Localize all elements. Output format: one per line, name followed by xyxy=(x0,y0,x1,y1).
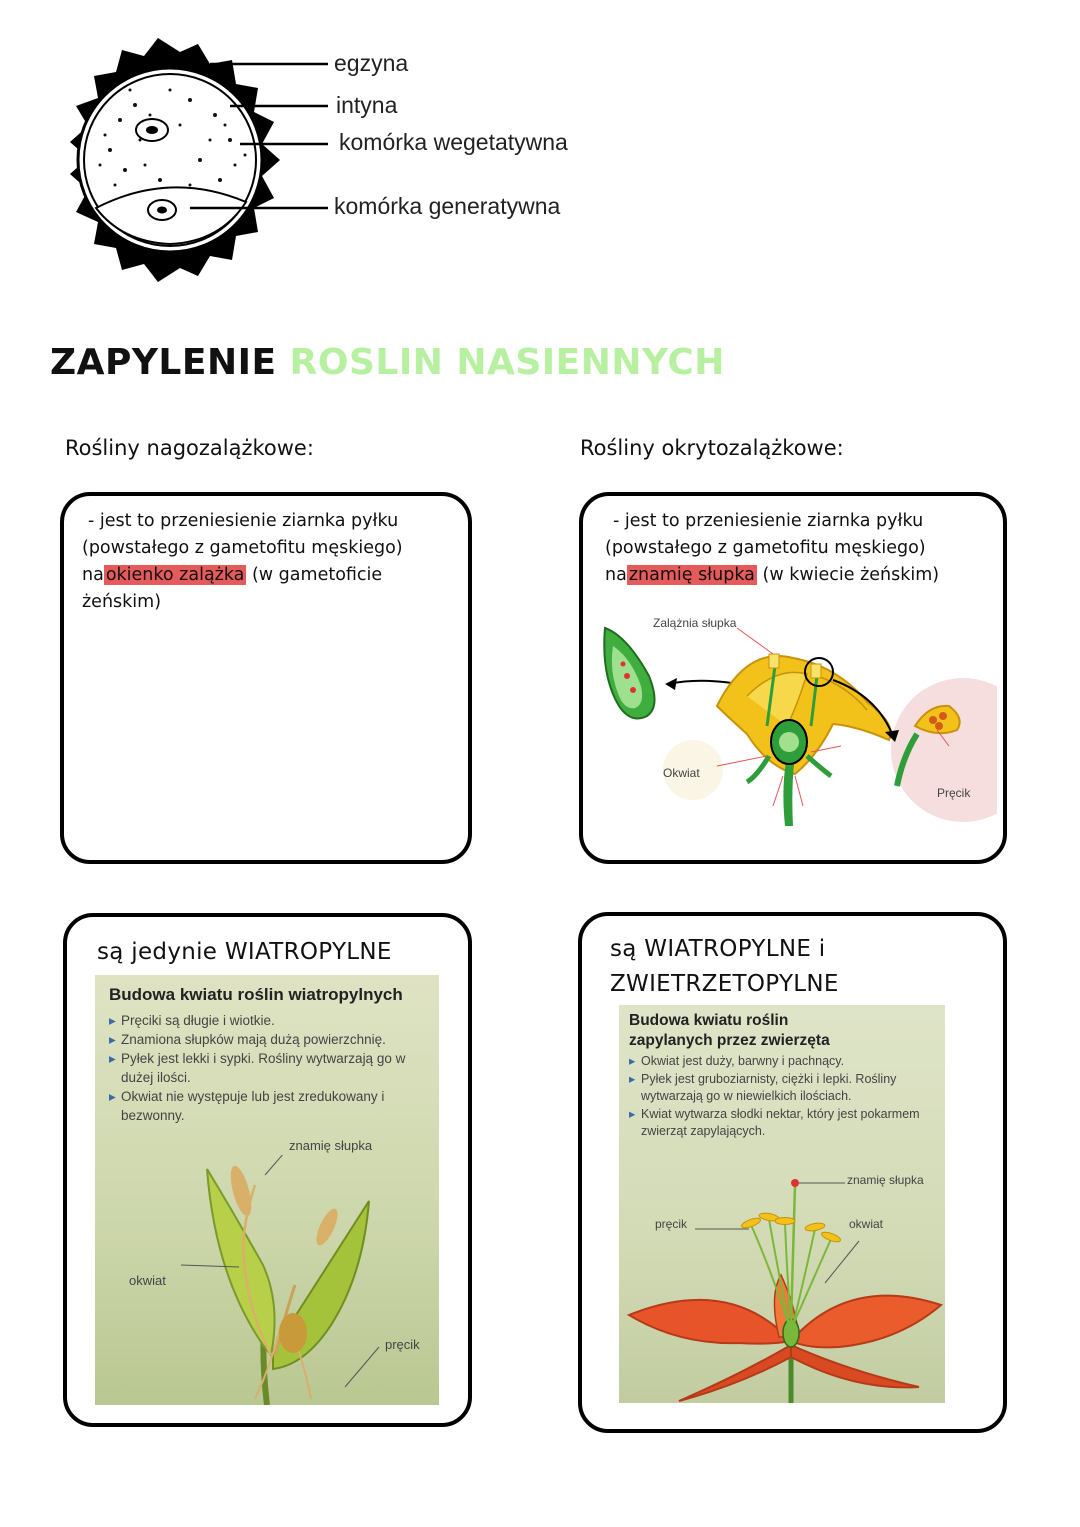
wind-panel-heading: Budowa kwiatu roślin wiatropylnych xyxy=(109,985,403,1004)
heading-gymnosperms: Rośliny nagozalążkowe: xyxy=(65,436,314,460)
def-text: (w gametoficie xyxy=(251,565,383,585)
gymnosperm-definition xyxy=(82,508,462,616)
highlight-micropyle: okienko zalążka xyxy=(105,565,245,585)
wind-flower-panel xyxy=(95,975,439,1405)
label-intine: intyna xyxy=(336,92,398,118)
def-line: (powstałego z gametofitu męskiego) xyxy=(605,538,926,558)
animal-label-stigma: znamię słupka xyxy=(847,1173,924,1187)
def-line: - jest to przeniesienie ziarnka pyłku xyxy=(613,511,924,531)
heading-angiosperms: Rośliny okrytozalążkowe: xyxy=(580,436,844,460)
wind-label-perianth: okwiat xyxy=(129,1273,166,1288)
label-vegetative-cell: komórka wegetatywna xyxy=(339,129,568,155)
animal-panel-list xyxy=(629,1053,935,1141)
wind-pollination-card xyxy=(63,913,472,1427)
def-line xyxy=(82,562,462,589)
def-text: (w kwiecie żeńskim) xyxy=(762,565,940,585)
type-line-1: są WIATROPYLNE i xyxy=(610,936,826,962)
title-part-2: ROSLIN NASIENNYCH xyxy=(289,342,725,383)
gymnosperm-definition-card xyxy=(60,492,472,864)
list-item: ▸ Okwiat jest duży, barwny i pachnący. xyxy=(629,1053,935,1071)
flower-pollination-diagram xyxy=(597,606,997,836)
list-item: ▸ Pyłek jest gruboziarnisty, ciężki i lepki. Rośliny wytwarzają go w niewielkich ilościach. xyxy=(629,1071,935,1106)
def-line xyxy=(605,562,1005,589)
wind-panel-list xyxy=(109,1011,427,1125)
wind-only-text: są jedynie WIATROPYLNE xyxy=(97,939,392,965)
def-line: żeńskim) xyxy=(82,592,162,612)
animal-flower-illustration xyxy=(619,1165,945,1403)
label-generative-cell: komórka generatywna xyxy=(334,193,561,219)
list-item: ▸ Znamiona słupków mają dużą powierzchnię. xyxy=(109,1030,427,1049)
animal-label-perianth: okwiat xyxy=(849,1217,884,1231)
label-ovary: Zalążnia słupka xyxy=(653,616,737,630)
angiosperm-definition-card xyxy=(579,492,1007,864)
label-exine: egzyna xyxy=(334,50,409,76)
animal-label-stamen: pręcik xyxy=(655,1217,688,1231)
label-stamen: Pręcik xyxy=(937,786,971,800)
list-item: ▸ Pyłek jest lekki i sypki. Rośliny wytwarzają go w dużej ilości. xyxy=(109,1049,427,1087)
label-perianth: Okwiat xyxy=(663,766,700,780)
title-part-1: ZAPYLENIE xyxy=(50,342,277,383)
def-line: - jest to przeniesienie ziarnka pyłku xyxy=(88,511,399,531)
list-item: ▸ Kwiat wytwarza słodki nektar, który jest pokarmem zwierząt zapylających. xyxy=(629,1106,935,1141)
animal-flower-panel xyxy=(619,1005,945,1403)
wind-label-stigma: znamię słupka xyxy=(289,1138,373,1153)
wind-label-stamen: pręcik xyxy=(385,1337,420,1352)
pollen-grain-illustration xyxy=(40,30,330,290)
def-text: na xyxy=(605,565,627,585)
highlight-stigma: znamię słupka xyxy=(628,565,755,585)
wind-animal-text xyxy=(610,932,839,1002)
list-item: ▸ Pręciki są długie i wiotkie. xyxy=(109,1011,427,1030)
def-text: na xyxy=(82,565,104,585)
def-line: (powstałego z gametofitu męskiego) xyxy=(82,538,403,558)
angiosperm-definition xyxy=(605,508,1005,589)
animal-pollination-card xyxy=(578,912,1007,1433)
section-title xyxy=(50,342,725,383)
type-line-2: ZWIETRZETOPYLNE xyxy=(610,971,839,997)
list-item: ▸ Okwiat nie występuje lub jest zredukowany i bezwonny. xyxy=(109,1087,427,1125)
animal-panel-heading: Budowa kwiatu roślin zapylanych przez zwierzęta xyxy=(629,1012,830,1049)
